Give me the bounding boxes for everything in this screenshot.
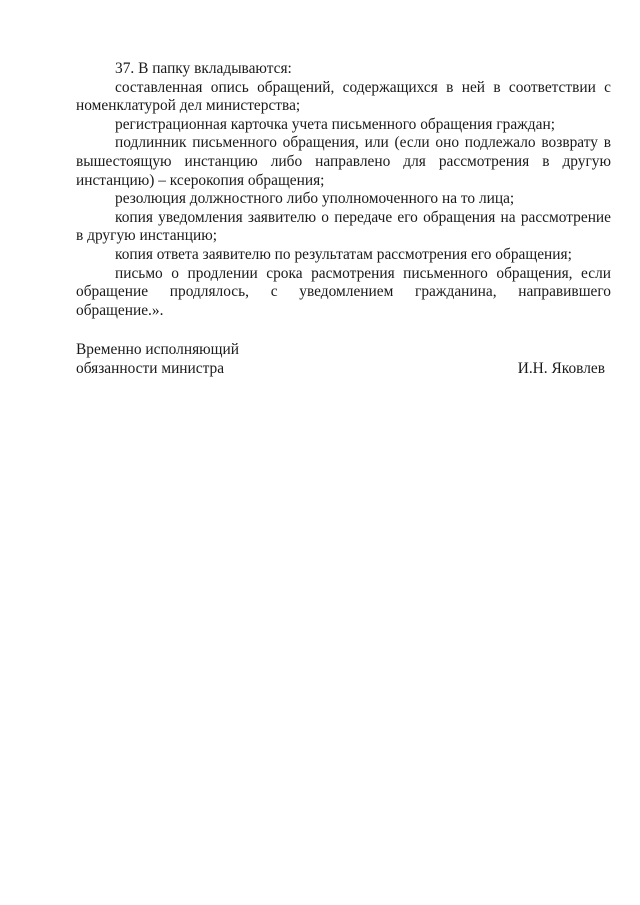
paragraph-notification-copy: копия уведомления заявителю о передаче его обращения на рассмотрение в другую инстанцию; [76, 208, 611, 245]
paragraph-item-37: 37. В папку вкладываются: [115, 60, 292, 77]
document-body [76, 60, 611, 320]
signatory-name: И.Н. Яковлев [517, 359, 605, 377]
signature-block [76, 341, 611, 378]
paragraph-original-appeal: подлинник письменного обращения, или (если оно подлежало возврату в вышестоящую инстанцию либо направлено для рассмотрения в другую инстанцию) – ксерокопия обращения; [76, 134, 611, 189]
signature-row [76, 360, 611, 379]
signatory-title-line1: Временно исполняющий [76, 341, 239, 358]
paragraph-registration-card: регистрационная карточка учета письменного обращения граждан; [115, 115, 555, 133]
paragraph-resolution: резолюция должностного либо уполномоченного на то лица; [115, 190, 515, 208]
paragraph-inventory: составленная опись обращений, содержащихся в ней в соответствии с номенклатурой дел министерства; [76, 78, 611, 115]
paragraph-reply-copy: копия ответа заявителю по результатам рассмотрения его обращения; [115, 245, 572, 263]
signatory-title-line2: обязанности министра [76, 359, 225, 377]
paragraph-extension-letter: письмо о продлении срока расмотрения письменного обращения, если обращение продлялось, с уведомлением гражданина, направившего обращение.». [76, 264, 611, 319]
